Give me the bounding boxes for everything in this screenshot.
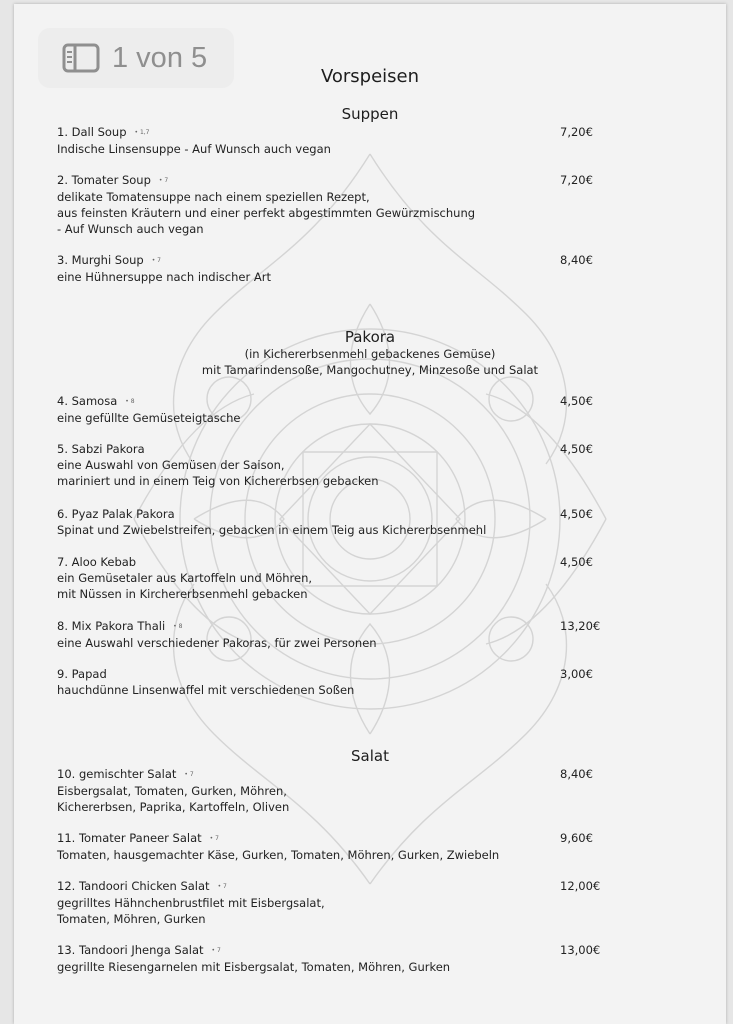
item-description: Tomaten, Möhren, Gurken	[57, 912, 206, 926]
section-subtitle: (in Kichererbsenmehl gebackenes Gemüse)	[244, 347, 496, 361]
item-name: 10. gemischter Salat	[57, 767, 177, 781]
item-description: aus feinsten Kräutern und einer perfekt abgestimmten Gewürzmischung	[57, 206, 476, 220]
item-price: 4,50€	[560, 394, 593, 408]
item-price: 8,40€	[560, 767, 593, 781]
item-description: hauchdünne Linsenwaffel mit verschiedenen Soßen	[57, 683, 355, 697]
item-allergens: • 7	[211, 947, 221, 954]
item-description: delikate Tomatensuppe nach einem speziellen Rezept,	[57, 190, 370, 204]
item-price: 4,50€	[560, 442, 593, 456]
menu-page	[14, 4, 726, 1024]
item-description: Kichererbsen, Paprika, Kartoffeln, Oliven	[57, 800, 290, 814]
item-name: 13. Tandoori Jhenga Salat	[57, 943, 204, 957]
item-price: 13,00€	[560, 943, 601, 957]
menu-content	[14, 4, 726, 1024]
item-allergens: • 8	[125, 398, 135, 405]
item-description: gegrilltes Hähnchenbrustfilet mit Eisbergsalat,	[57, 896, 325, 910]
item-description: eine Auswahl verschiedener Pakoras, für zwei Personen	[57, 636, 377, 650]
item-description: Tomaten, hausgemachter Käse, Gurken, Tomaten, Möhren, Gurken, Zwiebeln	[57, 848, 500, 862]
item-name: 2. Tomater Soup	[57, 173, 151, 187]
section-title-pakora: Pakora	[344, 328, 396, 346]
item-name: 9. Papad	[57, 667, 107, 681]
item-price: 12,00€	[560, 879, 601, 893]
item-description: eine Auswahl von Gemüsen der Saison,	[57, 458, 285, 472]
item-description: mit Nüssen in Kirchererbsenmehl gebacken	[57, 587, 308, 601]
item-description: Spinat und Zwiebelstreifen, gebacken in einem Teig aus Kichererbsenmehl	[57, 523, 487, 537]
item-price: 4,50€	[560, 555, 593, 569]
item-allergens: • 7	[209, 835, 219, 842]
item-price: 4,50€	[560, 507, 593, 521]
section-title-salat: Salat	[351, 747, 389, 765]
item-name: 1. Dall Soup	[57, 125, 127, 139]
item-description: - Auf Wunsch auch vegan	[57, 222, 204, 236]
item-description: gegrillte Riesengarnelen mit Eisbergsalat, Tomaten, Möhren, Gurken	[57, 960, 451, 974]
item-name: 11. Tomater Paneer Salat	[57, 831, 202, 845]
item-allergens: • 7	[158, 177, 169, 184]
item-description: eine Hühnersuppe nach indischer Art	[57, 270, 271, 284]
item-allergens: • 1,7	[134, 129, 150, 136]
item-price: 9,60€	[560, 831, 593, 845]
item-name: 3. Murghi Soup	[57, 253, 144, 267]
item-price: 8,40€	[560, 253, 593, 267]
item-allergens: • 8	[173, 623, 183, 630]
item-name: 8. Mix Pakora Thali	[57, 619, 166, 633]
item-price: 3,00€	[560, 667, 593, 681]
item-price: 7,20€	[560, 173, 593, 187]
item-name: 6. Pyaz Palak Pakora	[57, 507, 175, 521]
item-allergens: • 7	[151, 257, 161, 264]
item-price: 7,20€	[560, 125, 593, 139]
item-description: eine gefüllte Gemüseteigtasche	[57, 411, 241, 425]
item-name: 4. Samosa	[57, 394, 118, 408]
item-description: ein Gemüsetaler aus Kartoffeln und Möhren,	[57, 571, 313, 585]
page-title: Vorspeisen	[320, 66, 420, 87]
item-allergens: • 7	[184, 771, 194, 778]
item-name: 5. Sabzi Pakora	[57, 442, 145, 456]
section-title-suppen: Suppen	[341, 105, 399, 123]
item-name: 7. Aloo Kebab	[57, 555, 137, 569]
item-name: 12. Tandoori Chicken Salat	[57, 879, 210, 893]
item-allergens: • 7	[217, 883, 227, 890]
item-price: 13,20€	[560, 619, 601, 633]
page-indicator-label: 1 von 5	[112, 41, 208, 74]
section-subtitle: mit Tamarindensoße, Mangochutney, Minzesoße und Salat	[201, 363, 539, 377]
item-description: Indische Linsensuppe - Auf Wunsch auch vegan	[57, 142, 331, 156]
item-description: mariniert und in einem Teig von Kichererbsen gebacken	[57, 474, 379, 488]
item-description: Eisbergsalat, Tomaten, Gurken, Möhren,	[57, 784, 287, 798]
